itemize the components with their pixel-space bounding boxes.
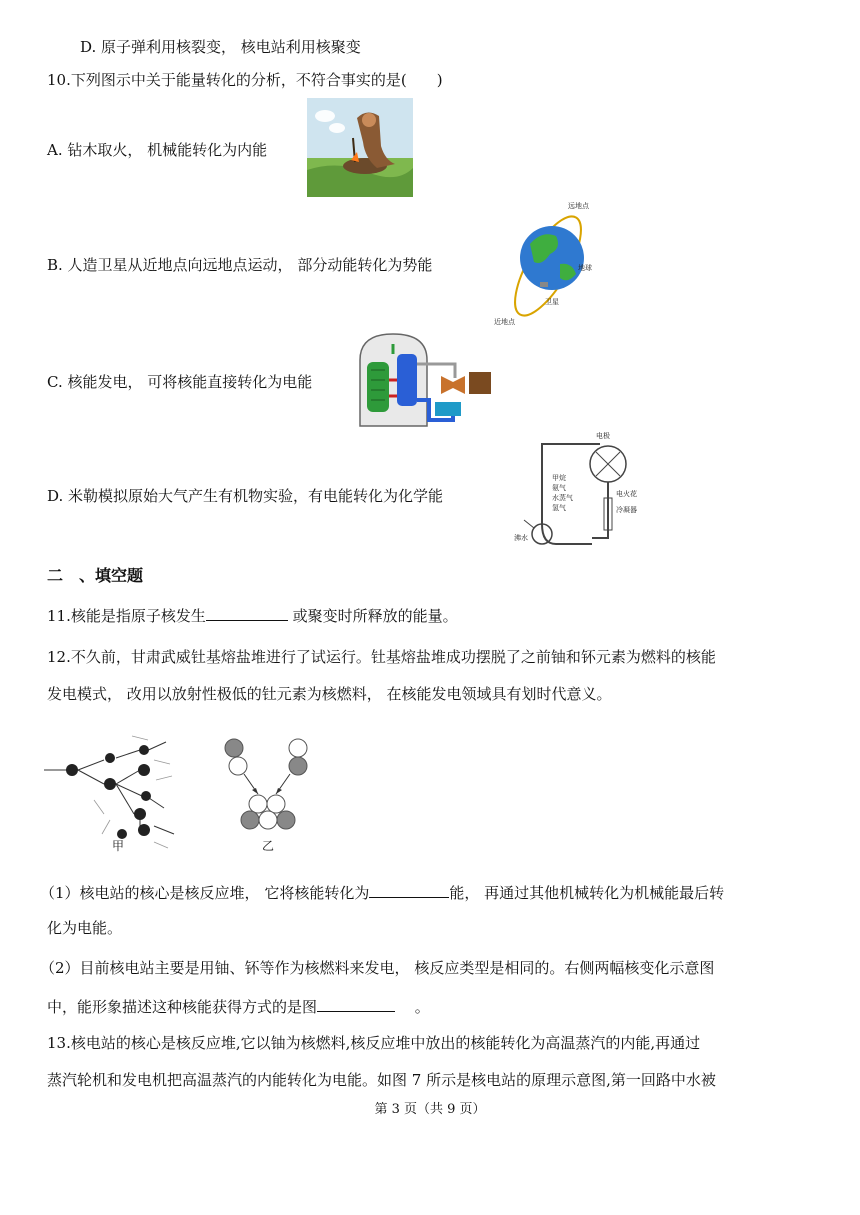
gas-label-2: 氨气 xyxy=(552,484,566,492)
q12-sub1-answer-blank[interactable] xyxy=(369,881,449,898)
gas-label-4: 氢气 xyxy=(552,504,566,512)
q11-text-before: 11.核能是指原子核发生 xyxy=(47,607,206,625)
q9-option-d: D. 原子弹利用核裂变， 核电站利用核聚变 xyxy=(80,38,361,56)
fission-diagram xyxy=(44,730,194,854)
drill-fire-illustration xyxy=(307,98,413,197)
q11-answer-blank[interactable] xyxy=(206,604,288,621)
miller-experiment-diagram xyxy=(512,428,644,556)
boiling-water-label: 沸水 xyxy=(514,534,528,542)
q10-option-d: D. 米勒模拟原始大气产生有机物实验，有电能转化为化学能 xyxy=(47,487,444,505)
q12-line1: 12.不久前，甘肃武威钍基熔盐堆进行了试运行。钍基熔盐堆成功摆脱了之前铀和钚元素为燃料的核能 xyxy=(47,648,716,666)
spark-label: 电火花 xyxy=(616,490,637,498)
far-point-label: 远地点 xyxy=(568,202,589,210)
nuclear-plant-diagram xyxy=(355,330,495,428)
near-point-label: 近地点 xyxy=(494,318,515,326)
q12-sub2-line1: （2）目前核电站主要是用铀、钚等作为核燃料来发电， 核反应类型是相同的。右侧两幅核变化示意图 xyxy=(40,959,715,977)
section-title: 二 、填空题 xyxy=(47,566,144,585)
q10-option-c: C. 核能发电， 可将核能直接转化为电能 xyxy=(47,373,313,391)
figure-label-yi: 乙 xyxy=(262,839,275,853)
q10-stem: 10.下列图示中关于能量转化的分析，不符合事实的是( ) xyxy=(47,71,443,89)
condenser-label: 冷凝器 xyxy=(616,506,637,514)
q12-sub2-answer-blank[interactable] xyxy=(317,995,395,1012)
figure-label-jia: 甲 xyxy=(112,839,125,853)
page-footer: 第 3 页（共 9 页） xyxy=(374,1102,486,1117)
q12-sub1 xyxy=(40,881,724,903)
satellite-orbit-diagram xyxy=(490,200,600,328)
q10-option-a: A. 钻木取火， 机械能转化为内能 xyxy=(47,141,268,159)
q12-line2: 发电模式， 改用以放射性极低的钍元素为核燃料， 在核能发电领域具有划时代意义。 xyxy=(47,685,612,703)
satellite-label: 卫星 xyxy=(545,298,559,306)
q11-text-after: 或聚变时所释放的能量。 xyxy=(287,607,458,625)
q12-sub1-text-before: （1）核电站的核心是核反应堆， 它将核能转化为 xyxy=(40,884,370,902)
q13-line1: 13.核电站的核心是核反应堆,它以铀为核燃料,核反应堆中放出的核能转化为高温蒸汽的内能,再通过 xyxy=(47,1034,701,1052)
q12-sub1-line2: 化为电能。 xyxy=(47,919,123,937)
q10-option-b: B. 人造卫星从近地点向远地点运动， 部分动能转化为势能 xyxy=(47,256,433,274)
q13-line2: 蒸汽轮机和发电机把高温蒸汽的内能转化为电能。如图 7 所示是核电站的原理示意图,第一回路中水被 xyxy=(47,1071,716,1089)
electrode-label: 电极 xyxy=(596,432,610,440)
q12-sub2-text-before: 中，能形象描述这种核能获得方式的是图 xyxy=(47,998,318,1016)
earth-label: 地球 xyxy=(578,264,592,272)
q12-sub1-text-after: 能， 再通过其他机械转化为机械能最后转 xyxy=(449,884,725,902)
gas-label-3: 水蒸气 xyxy=(552,494,573,502)
q11 xyxy=(47,604,458,626)
q12-sub2 xyxy=(47,995,430,1017)
fusion-diagram xyxy=(218,736,318,856)
q12-sub2-text-after: 。 xyxy=(395,998,430,1016)
gas-label-1: 甲烷 xyxy=(552,474,566,482)
